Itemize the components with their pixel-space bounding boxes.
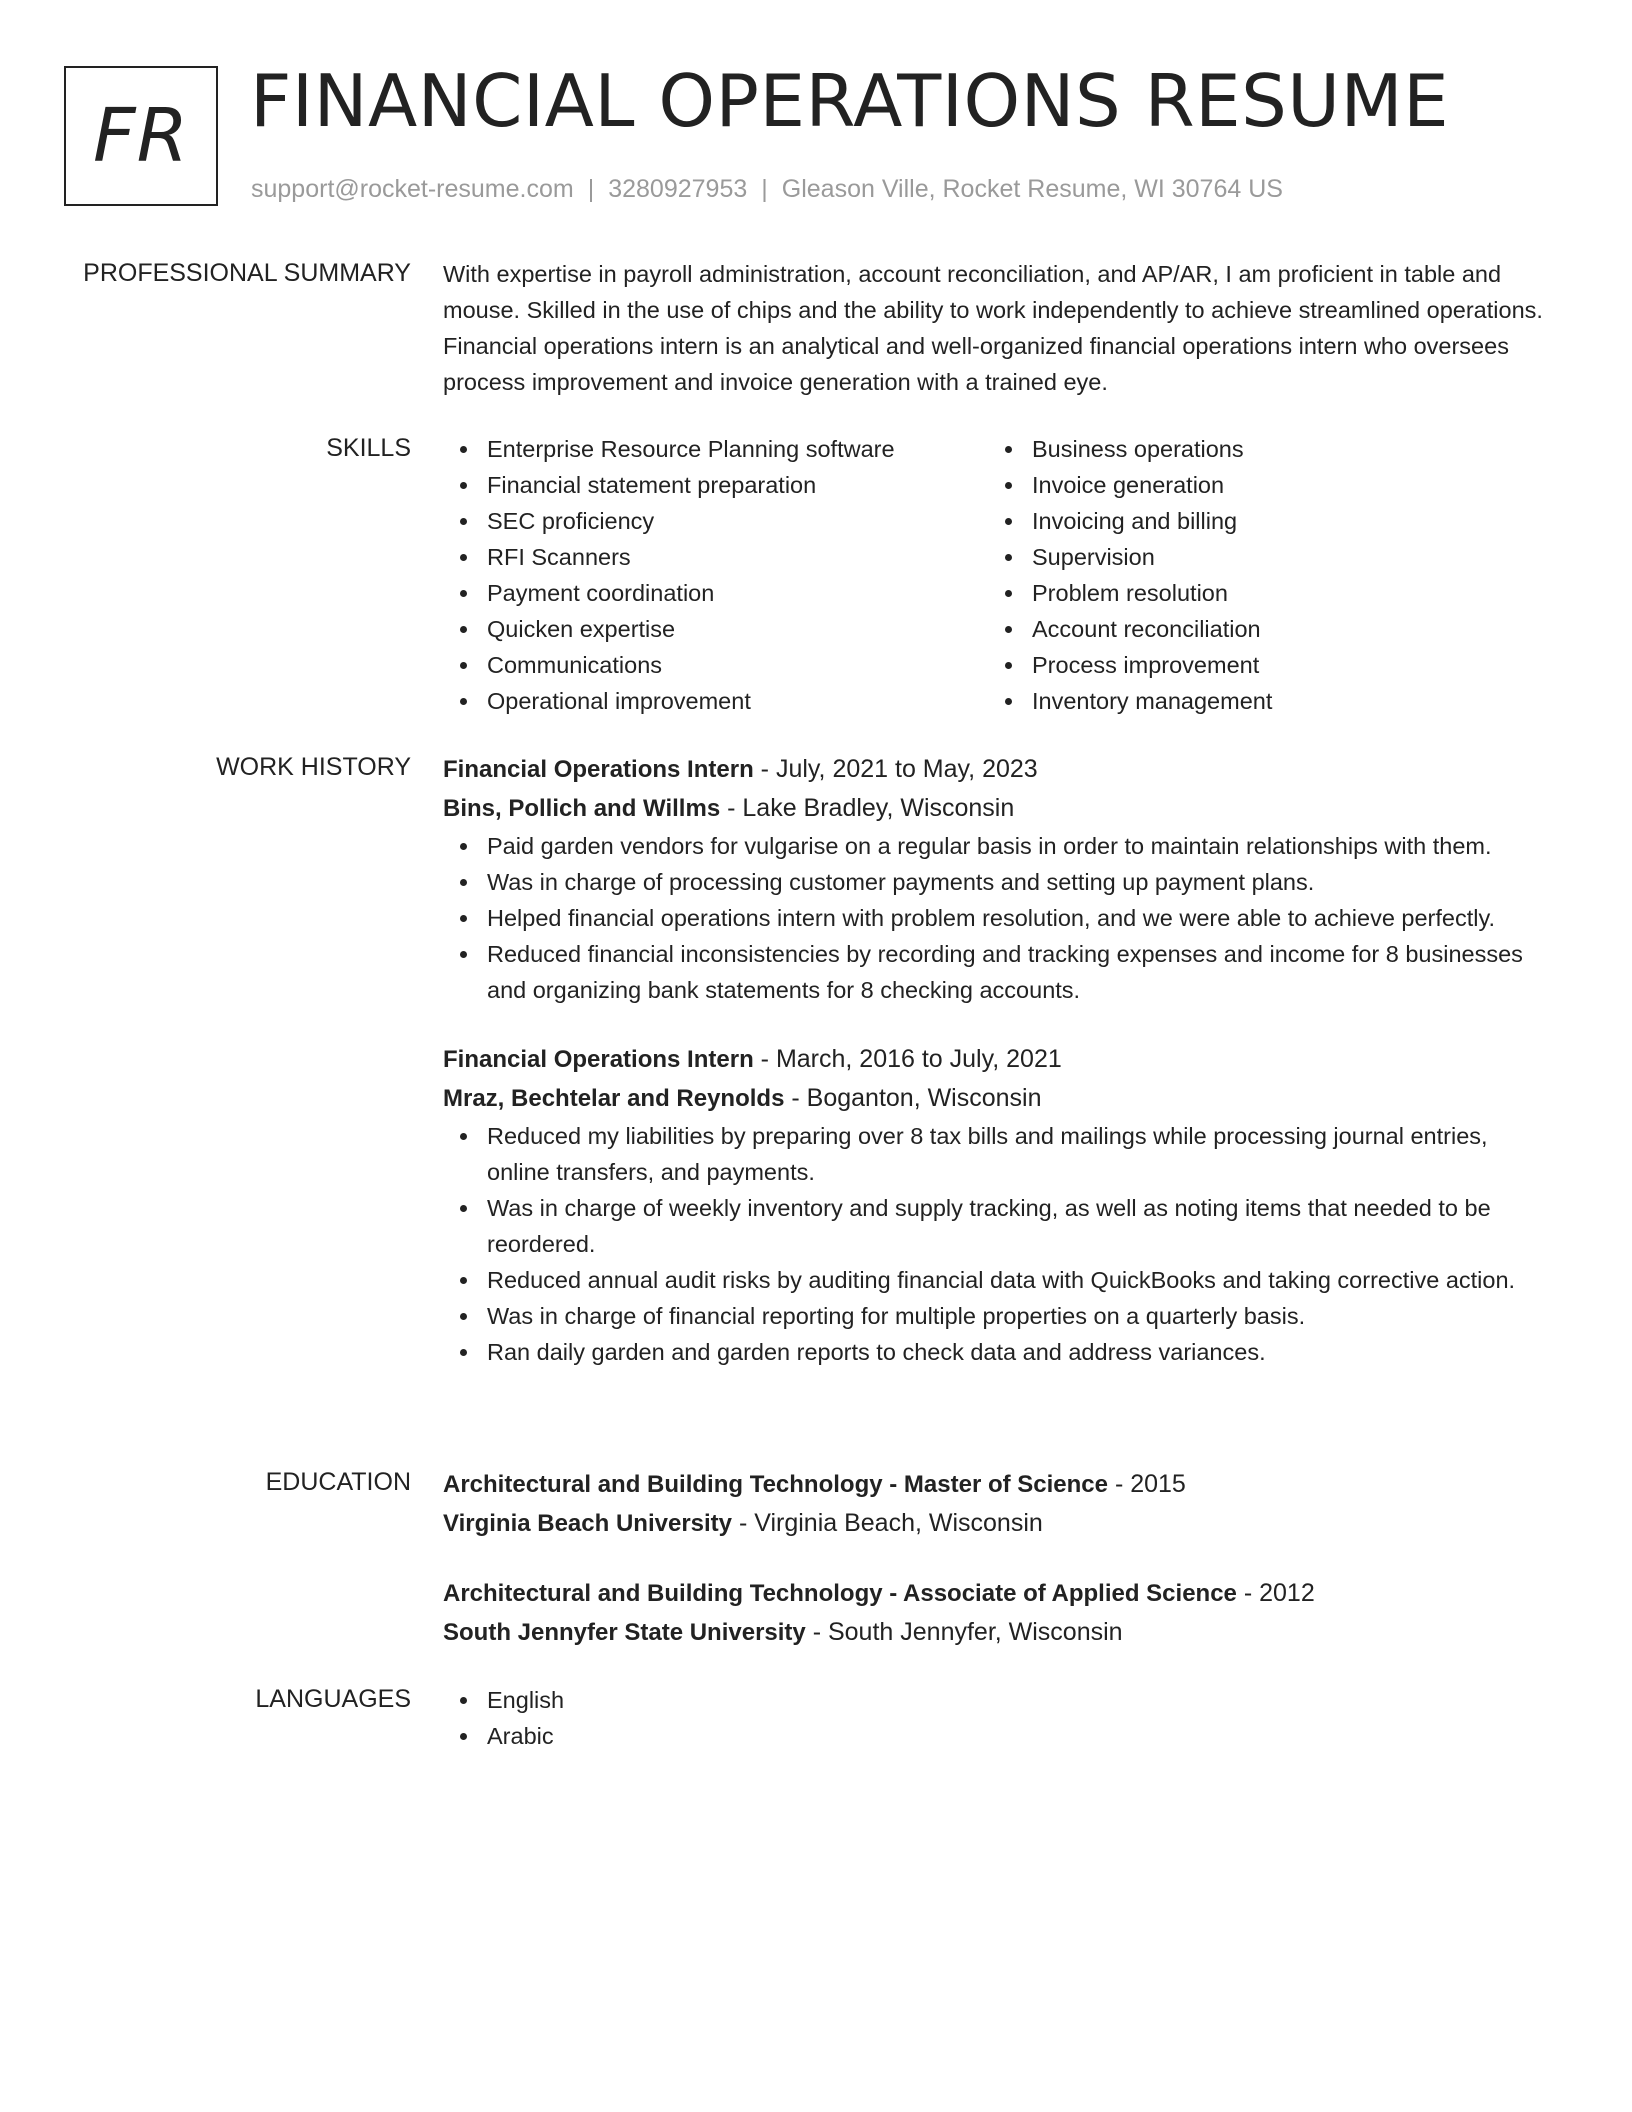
skill-item: Invoice generation: [988, 467, 1533, 503]
section-heading-work-history: WORK HISTORY: [216, 753, 411, 781]
school-location: - South Jennyfer, Wisconsin: [805, 1618, 1123, 1646]
job-location: - Boganton, Wisconsin: [784, 1084, 1042, 1112]
job-bullet: Was in charge of financial reporting for multiple properties on a quarterly basis.: [443, 1298, 1553, 1334]
degree-year: - 2015: [1108, 1470, 1186, 1498]
job-company: Mraz, Bechtelar and Reynolds: [443, 1085, 785, 1112]
school-line: [443, 1504, 1553, 1543]
skill-item: Financial statement preparation: [443, 467, 988, 503]
job-entry: [443, 750, 1553, 1008]
education-entry: [443, 1574, 1553, 1652]
job-bullet: Reduced financial inconsistencies by recording and tracking expenses and income for 8 businesses and organizing bank statements for 8 checking accounts.: [443, 936, 1553, 1008]
job-bullets: [443, 1118, 1553, 1370]
language-item: Arabic: [443, 1718, 1553, 1754]
languages-list: [443, 1682, 1553, 1754]
skill-item: Invoicing and billing: [988, 503, 1533, 539]
degree-year: - 2012: [1236, 1579, 1315, 1607]
language-item: English: [443, 1682, 1553, 1718]
skill-item: RFI Scanners: [443, 539, 988, 575]
job-location: - Lake Bradley, Wisconsin: [720, 794, 1015, 822]
summary-body: [443, 256, 1553, 400]
job-entry: [443, 1040, 1553, 1370]
skill-item: Supervision: [988, 539, 1533, 575]
degree-name: Architectural and Building Technology - Associate of Applied Science: [443, 1580, 1237, 1607]
job-title-line: [443, 750, 1553, 789]
job-bullet: Was in charge of processing customer payments and setting up payment plans.: [443, 864, 1553, 900]
skills-list-right: [988, 431, 1533, 719]
job-bullet: Reduced annual audit risks by auditing financial data with QuickBooks and taking corrective action.: [443, 1262, 1553, 1298]
job-bullet: Helped financial operations intern with problem resolution, and we were able to achieve perfectly.: [443, 900, 1553, 936]
contact-separator: |: [587, 175, 595, 203]
job-bullets: [443, 828, 1553, 1008]
job-title: Financial Operations Intern: [443, 1046, 754, 1073]
skill-item: Problem resolution: [988, 575, 1533, 611]
resume-title: FINANCIAL OPERATIONS RESUME: [250, 59, 1450, 143]
school-name: Virginia Beach University: [443, 1510, 733, 1537]
contact-phone: 3280927953: [608, 175, 748, 203]
section-heading-skills: SKILLS: [326, 434, 411, 462]
education-body: [443, 1465, 1553, 1652]
job-dates: - July, 2021 to May, 2023: [753, 755, 1038, 783]
degree-line: [443, 1465, 1553, 1504]
skill-item: Process improvement: [988, 647, 1533, 683]
job-dates: - March, 2016 to July, 2021: [753, 1045, 1062, 1073]
school-location: - Virginia Beach, Wisconsin: [732, 1509, 1043, 1537]
skill-item: Inventory management: [988, 683, 1533, 719]
education-entry: [443, 1465, 1553, 1543]
degree-line: [443, 1574, 1553, 1613]
job-company-line: [443, 1079, 1553, 1118]
school-line: [443, 1613, 1553, 1652]
skill-item: Account reconciliation: [988, 611, 1533, 647]
contact-line: [251, 172, 1283, 206]
job-bullet: Reduced my liabilities by preparing over 8 tax bills and mailings while processing journal entries, online transfers, and payments.: [443, 1118, 1553, 1190]
contact-location: Gleason Ville, Rocket Resume, WI 30764 US: [781, 175, 1283, 203]
job-bullet: Was in charge of weekly inventory and supply tracking, as well as noting items that needed to be reordered.: [443, 1190, 1553, 1262]
school-name: South Jennyfer State University: [443, 1619, 806, 1646]
section-heading-languages: LANGUAGES: [255, 1685, 411, 1713]
skill-item: Enterprise Resource Planning software: [443, 431, 988, 467]
initials-monogram: FR: [64, 66, 218, 206]
section-heading-summary: PROFESSIONAL SUMMARY: [83, 259, 411, 287]
job-bullet: Ran daily garden and garden reports to check data and address variances.: [443, 1334, 1553, 1370]
job-title-line: [443, 1040, 1553, 1079]
job-bullet: Paid garden vendors for vulgarise on a regular basis in order to maintain relationships with them.: [443, 828, 1553, 864]
job-company-line: [443, 789, 1553, 828]
job-company: Bins, Pollich and Willms: [443, 795, 721, 822]
skill-item: SEC proficiency: [443, 503, 988, 539]
skills-list-left: [443, 431, 988, 719]
skill-item: Operational improvement: [443, 683, 988, 719]
skill-item: Payment coordination: [443, 575, 988, 611]
languages-body: [443, 1682, 1553, 1754]
skill-item: Business operations: [988, 431, 1533, 467]
work-history-body: [443, 750, 1553, 1370]
summary-text: With expertise in payroll administration, account reconciliation, and AP/AR, I am proficient in table and mouse. Skilled in the use of chips and the ability to work independently to achieve streamlined operations. Financial operations intern is an analytical and well-organized financial operations intern who oversees process improvement and invoice generation with a trained eye.: [443, 261, 1543, 395]
section-heading-education: EDUCATION: [265, 1468, 411, 1496]
contact-email: support@rocket-resume.com: [251, 175, 574, 203]
contact-separator: |: [761, 175, 768, 203]
skill-item: Quicken expertise: [443, 611, 988, 647]
job-title: Financial Operations Intern: [443, 756, 754, 783]
skill-item: Communications: [443, 647, 988, 683]
skills-body: [443, 431, 1553, 719]
degree-name: Architectural and Building Technology - Master of Science: [443, 1471, 1108, 1498]
